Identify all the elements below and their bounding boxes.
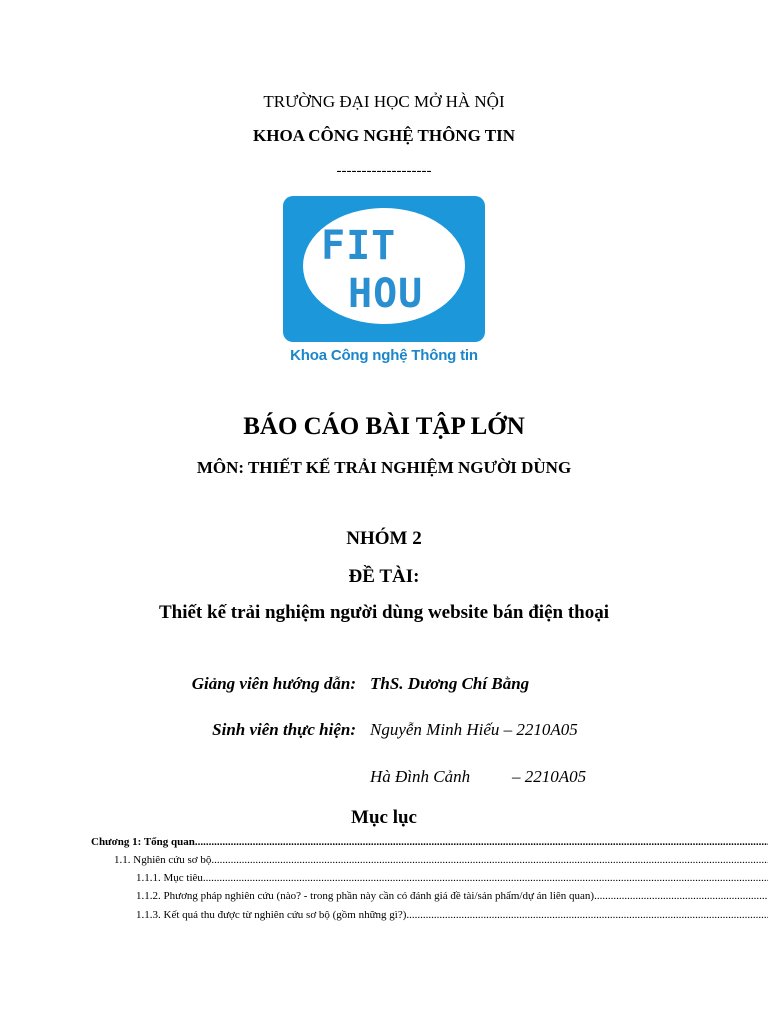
students-label: Sinh viên thực hiện: (212, 720, 356, 739)
toc-entry-text: Chương 1: Tổng quan (91, 836, 195, 848)
logo-text-hou: HOU (348, 271, 424, 317)
toc-dot-leader (406, 908, 768, 922)
toc-entry-text: 1.1.2. Phương pháp nghiên cứu (nào? - trong phần này cần có đánh giá đề tài/sản phẩm/dự án liên quan) (136, 890, 595, 902)
advisor-name: ThS. Dương Chí Bằng (370, 674, 530, 693)
report-title: BÁO CÁO BÀI TẬP LỚN (243, 413, 525, 440)
student-2-name: Hà Đình Cảnh (370, 767, 471, 786)
logo-background (283, 196, 485, 342)
toc-dot-leader (211, 853, 768, 867)
toc-dot-leader (203, 871, 768, 885)
toc-entry[interactable] (91, 835, 768, 849)
logo-caption: Khoa Công nghệ Thông tin (290, 347, 478, 364)
toc-entry[interactable] (136, 908, 768, 922)
fit-hou-logo (283, 196, 485, 371)
toc-entry[interactable] (136, 889, 768, 903)
group-name: NHÓM 2 (346, 528, 422, 549)
toc-dot-leader (594, 889, 768, 903)
toc-entry-text: 1.1.3. Kết quả thu được từ nghiên cứu sơ bộ (gồm những gì?) (136, 909, 407, 921)
student-1: Nguyễn Minh Hiếu – 2210A05 (370, 720, 578, 739)
logo-text-fit: FIT (321, 223, 397, 269)
topic-title: Thiết kế trải nghiệm người dùng website bán điện thoại (158, 602, 610, 623)
toc-entry-text: 1.1. Nghiên cứu sơ bộ (114, 854, 212, 866)
toc-title: Mục lục (351, 807, 417, 828)
toc-entry[interactable] (136, 871, 768, 885)
student-2-id: – 2210A05 (512, 767, 587, 786)
toc-entry[interactable] (114, 853, 768, 867)
faculty-name: KHOA CÔNG NGHỆ THÔNG TIN (253, 126, 515, 145)
toc-entry-text: 1.1.1. Mục tiêu (136, 872, 203, 884)
toc-dot-leader (195, 835, 768, 849)
topic-label: ĐỀ TÀI: (348, 566, 420, 587)
advisor-label: Giảng viên hướng dẫn: (191, 674, 356, 693)
divider-dashes: ------------------- (336, 163, 432, 179)
subject-line: MÔN: THIẾT KẾ TRẢI NGHIỆM NGƯỜI DÙNG (196, 458, 572, 477)
school-name: TRƯỜNG ĐẠI HỌC MỞ HÀ NỘI (263, 92, 505, 111)
